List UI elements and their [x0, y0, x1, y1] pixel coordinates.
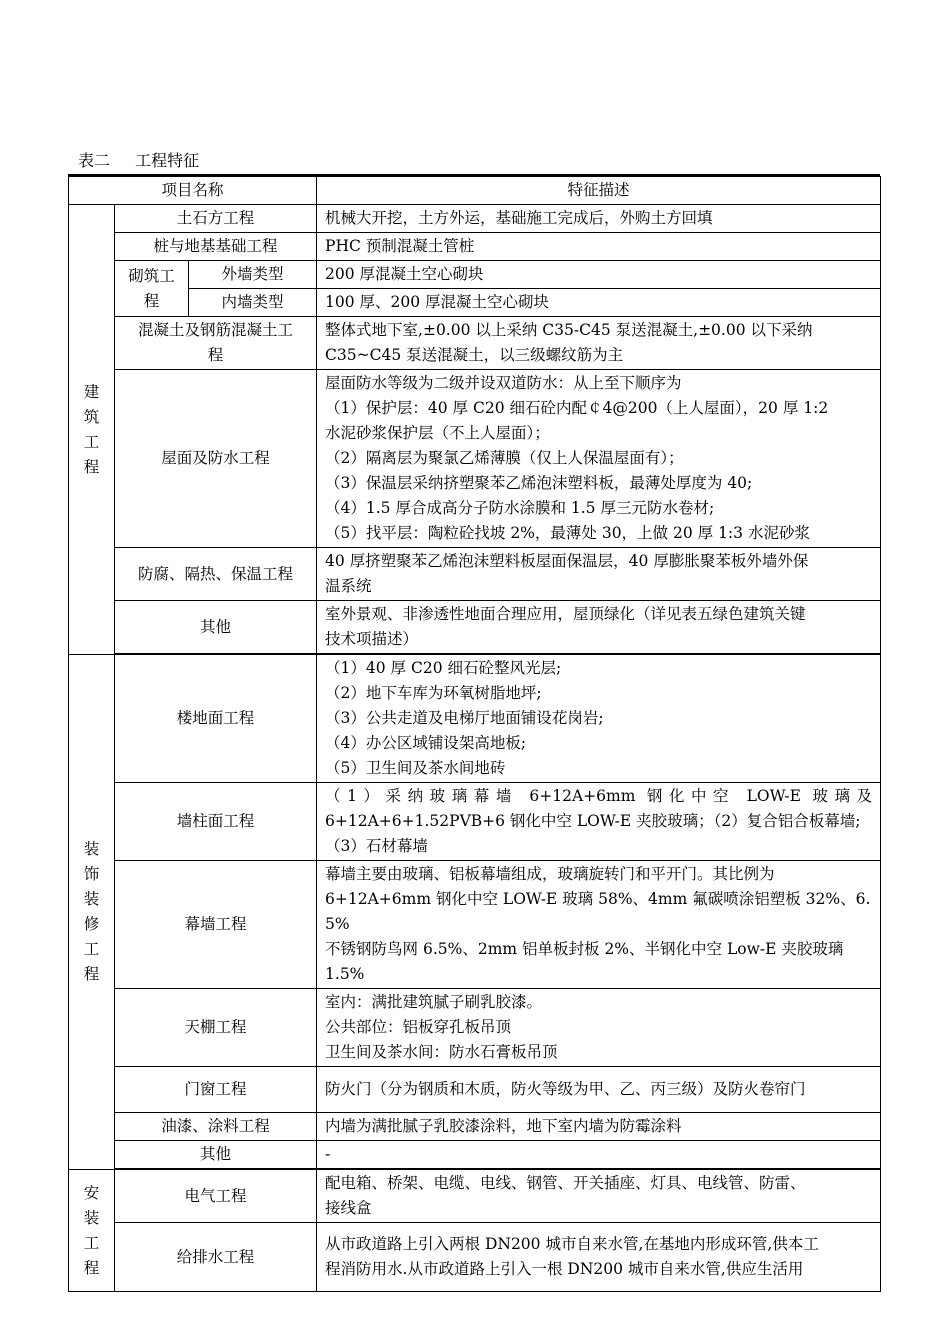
- item-description: [317, 1223, 881, 1292]
- description-line: （5）卫生间及茶水间地砖: [325, 759, 506, 777]
- item-name: 屋面及防水工程: [115, 370, 317, 548]
- description-line: 卫生间及茶水间：防水石膏板吊顶: [325, 1043, 558, 1061]
- item-description: 内墙为满批腻子乳胶漆涂料，地下室内墙为防霉涂料: [317, 1113, 881, 1141]
- description-line: 水泥砂浆保护层（不上人屋面）；: [325, 424, 550, 442]
- description-line: （4）1.5 厚合成高分子防水涂膜和 1.5 厚三元防水卷材;: [325, 499, 715, 517]
- description-line: 屋面防水等级为二级并设双道防水：从上至下顺序为: [325, 374, 682, 392]
- item-name: 其他: [115, 1141, 317, 1169]
- item-name: 土石方工程: [115, 205, 317, 233]
- description-line: 从市政道路上引入两根 DN200 城市自来水管,在基地内形成环管,供本工: [325, 1235, 819, 1253]
- item-name: 桩与地基基础工程: [115, 233, 317, 261]
- item-name: 门窗工程: [115, 1067, 317, 1113]
- item-name-line: 混凝土及钢筋混凝土工: [138, 321, 294, 339]
- table-number: 表二: [78, 151, 111, 170]
- description-line: （4）办公区域铺设架高地板;: [325, 734, 527, 752]
- item-description: 防火门（分为钢质和木质，防火等级为甲、乙、丙三级）及防火卷帘门: [317, 1067, 881, 1113]
- engineering-features-table: [68, 176, 881, 1292]
- table-row: [69, 861, 881, 989]
- description-line: 40 厚挤塑聚苯乙烯泡沫塑料板屋面保温层，40 厚膨胀聚苯板外墙外保: [325, 552, 809, 570]
- table-row: [69, 1141, 881, 1169]
- sub-item-name: 内墙类型: [189, 289, 317, 317]
- description-line: 6+12A+6+1.52PVB+6 钢化中空 LOW-E 夹胶玻璃；（2）复合铝合板幕墙;: [325, 812, 861, 830]
- item-name: 其他: [115, 601, 317, 654]
- category-label: 安装工程: [83, 1183, 100, 1277]
- table-row: [69, 317, 881, 370]
- header-row: [69, 177, 881, 205]
- table-row: [69, 233, 881, 261]
- description-line: （1）采纳玻璃幕墙 6+12A+6mm 钢化中空 LOW-E 玻璃及: [325, 787, 873, 805]
- item-name: 油漆、涂料工程: [115, 1113, 317, 1141]
- table-caption: [68, 150, 880, 176]
- item-name-line: 程: [143, 291, 160, 310]
- category-decoration: [69, 655, 115, 1170]
- table-row: [69, 1113, 881, 1141]
- table-row: [69, 601, 881, 654]
- description-line: 程消防用水.从市政道路上引入一根 DN200 城市自来水管,供应生活用: [325, 1260, 804, 1278]
- item-description: [317, 548, 881, 601]
- description-line: 室外景观、非渗透性地面合理应用，屋顶绿化（详见表五绿色建筑关键: [325, 605, 806, 623]
- description-line: 接线盒: [325, 1199, 372, 1217]
- description-line: （3）保温层采纳挤塑聚苯乙烯泡沫塑料板，最薄处厚度为 40;: [325, 474, 753, 492]
- item-description: 100 厚、200 厚混凝土空心砌块: [317, 289, 881, 317]
- table-row: [69, 1223, 881, 1292]
- item-description: 机械大开挖，土方外运，基础施工完成后，外购土方回填: [317, 205, 881, 233]
- description-line: 6+12A+6mm 钢化中空 LOW-E 玻璃 58%、4mm 氟碳喷涂铝塑板 32%、6.5%: [325, 890, 871, 933]
- table-title: 工程特征: [135, 151, 200, 170]
- description-line: 1.5%: [325, 965, 365, 983]
- item-description: [317, 989, 881, 1067]
- table-row: [69, 370, 881, 548]
- table-row: [69, 783, 881, 861]
- description-line: 技术项描述）: [325, 630, 419, 648]
- item-name: 楼地面工程: [115, 655, 317, 783]
- description-line: 幕墙主要由玻璃、铝板幕墙组成，玻璃旋转门和平开门。其比例为: [325, 865, 775, 883]
- item-description: -: [317, 1141, 881, 1169]
- table-row: [69, 1170, 881, 1223]
- item-description: [317, 370, 881, 548]
- header-item-name: 项目名称: [69, 177, 317, 205]
- description-line: 室内：满批建筑腻子刷乳胶漆。: [325, 993, 543, 1011]
- item-description: PHC 预制混凝土管桩: [317, 233, 881, 261]
- description-line: （5）找平层：陶粒砼找坡 2%，最薄处 30，上做 20 厚 1:3 水泥砂浆: [325, 524, 810, 542]
- item-name: [115, 317, 317, 370]
- item-description: [317, 655, 881, 783]
- table-row: [69, 1067, 881, 1113]
- item-name: 给排水工程: [115, 1223, 317, 1292]
- table-row: [69, 261, 881, 289]
- item-name: [115, 261, 189, 317]
- item-name-line: 砌筑工: [128, 266, 175, 285]
- category-building: [69, 205, 115, 655]
- item-name-line: 程: [207, 346, 224, 364]
- description-line: （1）保护层：40 厚 C20 细石砼内配￠4@200（上人屋面），20 厚 1:2: [325, 399, 829, 417]
- item-name: 幕墙工程: [115, 861, 317, 989]
- description-line: （2）隔离层为聚氯乙烯薄膜（仅上人保温屋面有）；: [325, 449, 684, 467]
- item-description: [317, 861, 881, 989]
- item-description: [317, 1170, 881, 1223]
- item-description: [317, 317, 881, 370]
- description-line: 不锈钢防鸟网 6.5%、2mm 铝单板封板 2%、半钢化中空 Low-E 夹胶玻璃: [325, 940, 844, 958]
- item-name: 墙柱面工程: [115, 783, 317, 861]
- table-row: [69, 548, 881, 601]
- description-line: 配电箱、桥架、电缆、电线、钢管、开关插座、灯具、电线管、防雷、: [325, 1174, 806, 1192]
- item-description: [317, 783, 881, 861]
- header-description: 特征描述: [317, 177, 881, 205]
- description-line: （1）40 厚 C20 细石砼整风光层;: [325, 659, 562, 677]
- category-installation: [69, 1170, 115, 1292]
- description-line: 整体式地下室,±0.00 以上采纳 C35-C45 泵送混凝土,±0.00 以下采纳: [325, 321, 813, 339]
- sub-item-name: 外墙类型: [189, 261, 317, 289]
- description-line: 公共部位：铝板穿孔板吊顶: [325, 1018, 512, 1036]
- item-name: 天棚工程: [115, 989, 317, 1067]
- table-row: [69, 655, 881, 783]
- description-line: （2）地下车库为环氧树脂地坪;: [325, 684, 542, 702]
- table-row: [69, 989, 881, 1067]
- category-label: 建筑工程: [83, 382, 100, 476]
- item-name: 防腐、隔热、保温工程: [115, 548, 317, 601]
- table-row: [69, 289, 881, 317]
- item-description: 200 厚混凝土空心砌块: [317, 261, 881, 289]
- description-line: （3）公共走道及电梯厅地面铺设花岗岩;: [325, 709, 604, 727]
- item-name: 电气工程: [115, 1170, 317, 1223]
- description-line: C35~C45 泵送混凝土，以三级螺纹筋为主: [325, 346, 624, 364]
- description-line: 温系统: [325, 577, 372, 595]
- category-label: 装饰装修工程: [83, 840, 100, 983]
- item-description: [317, 601, 881, 654]
- description-line: （3）石材幕墙: [325, 837, 428, 855]
- table-row: [69, 205, 881, 233]
